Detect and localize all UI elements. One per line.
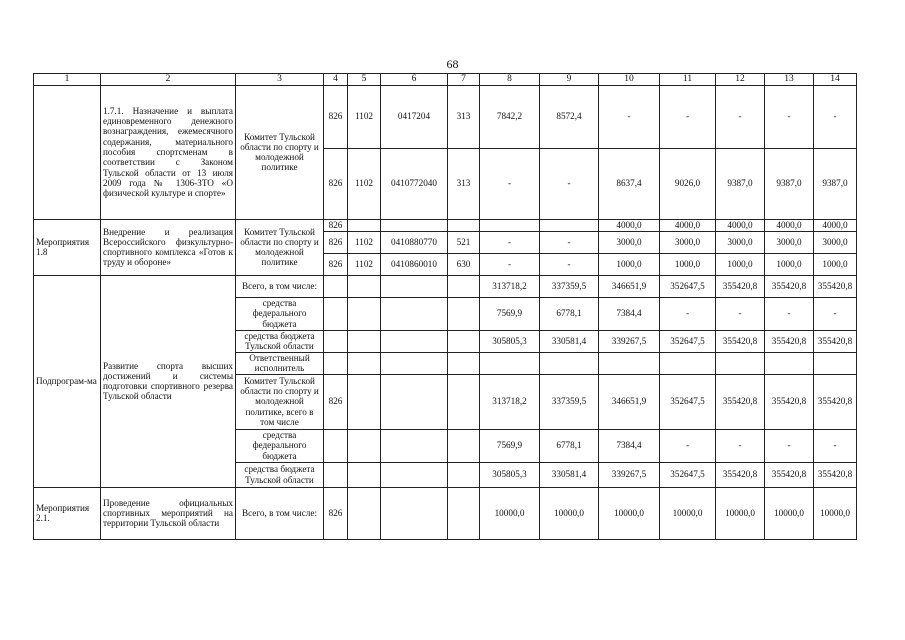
event-description: Внедрение и реализация Всероссийского физкультурно-спортивного комплекса «Готов к труду и обороне» bbox=[101, 219, 236, 275]
value-cell: 9387,0 bbox=[765, 148, 814, 219]
value-cell: 10000,0 bbox=[765, 487, 814, 539]
value-cell bbox=[448, 374, 480, 429]
value-cell bbox=[716, 352, 765, 374]
value-cell: 8637,4 bbox=[599, 148, 660, 219]
value-cell: 10000,0 bbox=[660, 487, 716, 539]
value-cell: 1102 bbox=[348, 231, 381, 253]
value-cell: 4000,0 bbox=[814, 219, 857, 231]
row-label bbox=[34, 85, 101, 219]
value-cell: - bbox=[540, 231, 599, 253]
value-cell: - bbox=[480, 231, 540, 253]
value-cell: - bbox=[599, 85, 660, 148]
value-cell bbox=[660, 352, 716, 374]
value-cell: 355420,8 bbox=[814, 330, 857, 352]
value-cell: 521 bbox=[448, 231, 480, 253]
value-cell: 826 bbox=[324, 231, 348, 253]
value-cell: 355420,8 bbox=[814, 275, 857, 297]
column-header: 2 bbox=[101, 74, 236, 86]
value-cell: 630 bbox=[448, 253, 480, 275]
value-cell: 355420,8 bbox=[765, 275, 814, 297]
value-cell: 1000,0 bbox=[660, 253, 716, 275]
value-cell bbox=[381, 429, 448, 462]
value-cell: 7384,4 bbox=[599, 429, 660, 462]
value-cell: 355420,8 bbox=[814, 374, 857, 429]
budget-table bbox=[33, 73, 857, 540]
value-cell bbox=[448, 275, 480, 297]
value-cell: 313 bbox=[448, 148, 480, 219]
value-cell: - bbox=[716, 297, 765, 330]
value-cell: 305805,3 bbox=[480, 462, 540, 487]
value-cell: 352647,5 bbox=[660, 330, 716, 352]
value-cell bbox=[448, 429, 480, 462]
value-cell: 355420,8 bbox=[716, 330, 765, 352]
value-cell bbox=[381, 219, 448, 231]
column-header: 3 bbox=[236, 74, 324, 86]
value-cell: 1102 bbox=[348, 85, 381, 148]
value-cell: 3000,0 bbox=[814, 231, 857, 253]
value-cell bbox=[381, 374, 448, 429]
value-cell: 3000,0 bbox=[660, 231, 716, 253]
value-cell: - bbox=[660, 85, 716, 148]
value-cell: 355420,8 bbox=[716, 462, 765, 487]
value-cell: - bbox=[480, 253, 540, 275]
value-cell bbox=[348, 275, 381, 297]
value-cell: 7569,9 bbox=[480, 429, 540, 462]
event-description: Проведение официальных спортивных мероприятий на территории Тульской области bbox=[101, 487, 236, 539]
value-cell: 1000,0 bbox=[814, 253, 857, 275]
value-cell: 9387,0 bbox=[814, 148, 857, 219]
value-cell: 330581,4 bbox=[540, 462, 599, 487]
value-cell: 4000,0 bbox=[660, 219, 716, 231]
subprogram-description: Развитие спорта высших достижений и системы подготовки спортивного резерва Тульской области bbox=[101, 275, 236, 487]
value-cell bbox=[348, 374, 381, 429]
value-cell: 4000,0 bbox=[599, 219, 660, 231]
code-cell bbox=[324, 462, 348, 487]
value-cell: 337359,5 bbox=[540, 374, 599, 429]
value-cell: - bbox=[716, 429, 765, 462]
value-cell: 4000,0 bbox=[765, 219, 814, 231]
value-cell: 346651,9 bbox=[599, 275, 660, 297]
value-cell bbox=[348, 487, 381, 539]
table-row bbox=[34, 275, 857, 297]
column-header: 13 bbox=[765, 74, 814, 86]
column-header: 1 bbox=[34, 74, 101, 86]
funding-source-label: средства бюджета Тульской области bbox=[236, 330, 324, 352]
column-header: 8 bbox=[480, 74, 540, 86]
value-cell: 355420,8 bbox=[765, 330, 814, 352]
value-cell: - bbox=[716, 85, 765, 148]
value-cell: 0410860010 bbox=[381, 253, 448, 275]
value-cell: 0410880770 bbox=[381, 231, 448, 253]
column-header-row bbox=[34, 74, 857, 86]
value-cell: 1102 bbox=[348, 148, 381, 219]
value-cell: 305805,3 bbox=[480, 330, 540, 352]
value-cell bbox=[448, 487, 480, 539]
value-cell: 0417204 bbox=[381, 85, 448, 148]
value-cell: 6778,1 bbox=[540, 297, 599, 330]
value-cell bbox=[381, 330, 448, 352]
value-cell: 7842,2 bbox=[480, 85, 540, 148]
value-cell: - bbox=[480, 148, 540, 219]
value-cell: 1000,0 bbox=[716, 253, 765, 275]
value-cell: - bbox=[765, 85, 814, 148]
value-cell bbox=[381, 275, 448, 297]
code-cell bbox=[324, 352, 348, 374]
value-cell: - bbox=[540, 253, 599, 275]
executor: Всего, в том числе: bbox=[236, 487, 324, 539]
value-cell: 826 bbox=[324, 219, 348, 231]
funding-source-label: средства федерального бюджета bbox=[236, 297, 324, 330]
table-row bbox=[34, 219, 857, 231]
executor: Комитет Тульской области по спорту и молодежной политике bbox=[236, 85, 324, 219]
value-cell bbox=[540, 352, 599, 374]
code-cell: 826 bbox=[324, 487, 348, 539]
value-cell bbox=[381, 352, 448, 374]
value-cell bbox=[448, 330, 480, 352]
value-cell: 355420,8 bbox=[814, 462, 857, 487]
value-cell: 3000,0 bbox=[599, 231, 660, 253]
code-cell: 826 bbox=[324, 374, 348, 429]
value-cell bbox=[348, 330, 381, 352]
value-cell: 826 bbox=[324, 148, 348, 219]
value-cell bbox=[448, 219, 480, 231]
value-cell bbox=[348, 219, 381, 231]
value-cell: 346651,9 bbox=[599, 374, 660, 429]
funding-source-label: Ответственный исполнитель bbox=[236, 352, 324, 374]
column-header: 6 bbox=[381, 74, 448, 86]
value-cell: 352647,5 bbox=[660, 462, 716, 487]
value-cell bbox=[480, 352, 540, 374]
value-cell: - bbox=[765, 429, 814, 462]
column-header: 10 bbox=[599, 74, 660, 86]
value-cell: - bbox=[765, 297, 814, 330]
value-cell: 339267,5 bbox=[599, 462, 660, 487]
page-number: 68 bbox=[446, 57, 459, 71]
value-cell: 355420,8 bbox=[765, 462, 814, 487]
value-cell: 826 bbox=[324, 85, 348, 148]
table-body bbox=[34, 74, 857, 540]
code-cell bbox=[324, 275, 348, 297]
value-cell: 1000,0 bbox=[765, 253, 814, 275]
value-cell bbox=[381, 462, 448, 487]
value-cell: - bbox=[660, 297, 716, 330]
value-cell bbox=[480, 219, 540, 231]
value-cell: 313718,2 bbox=[480, 275, 540, 297]
value-cell: - bbox=[540, 148, 599, 219]
value-cell: 355420,8 bbox=[765, 374, 814, 429]
value-cell bbox=[448, 352, 480, 374]
value-cell: 9026,0 bbox=[660, 148, 716, 219]
value-cell bbox=[381, 297, 448, 330]
table-row bbox=[34, 487, 857, 539]
column-header: 7 bbox=[448, 74, 480, 86]
value-cell: - bbox=[814, 297, 857, 330]
funding-source-label: Комитет Тульской области по спорту и молодежной политике, всего в том числе bbox=[236, 374, 324, 429]
value-cell: 10000,0 bbox=[599, 487, 660, 539]
value-cell bbox=[448, 462, 480, 487]
value-cell: - bbox=[814, 85, 857, 148]
code-cell bbox=[324, 429, 348, 462]
value-cell: - bbox=[814, 429, 857, 462]
row-description: 1.7.1. Назначение и выплата единовременного денежного вознаграждения, ежемесячного содержания, материального пособия спортсменам в соответствии с Законом Тульской области от 13 июля 2009 года № 1306-ЗТО «О физической культуре и спорте» bbox=[101, 85, 236, 219]
value-cell: 1000,0 bbox=[599, 253, 660, 275]
code-cell bbox=[324, 330, 348, 352]
value-cell: 6778,1 bbox=[540, 429, 599, 462]
column-header: 14 bbox=[814, 74, 857, 86]
value-cell bbox=[448, 297, 480, 330]
value-cell: 10000,0 bbox=[540, 487, 599, 539]
value-cell: 1102 bbox=[348, 253, 381, 275]
value-cell: 330581,4 bbox=[540, 330, 599, 352]
value-cell bbox=[814, 352, 857, 374]
value-cell bbox=[381, 487, 448, 539]
value-cell: 337359,5 bbox=[540, 275, 599, 297]
value-cell bbox=[599, 352, 660, 374]
funding-source-label: средства федерального бюджета bbox=[236, 429, 324, 462]
value-cell: - bbox=[660, 429, 716, 462]
value-cell bbox=[765, 352, 814, 374]
value-cell: 10000,0 bbox=[814, 487, 857, 539]
table-row bbox=[34, 85, 857, 148]
subprogram-label: Подпрограм-ма bbox=[34, 275, 101, 487]
code-cell bbox=[324, 297, 348, 330]
value-cell: 313 bbox=[448, 85, 480, 148]
value-cell: 7569,9 bbox=[480, 297, 540, 330]
value-cell: 3000,0 bbox=[716, 231, 765, 253]
value-cell: 4000,0 bbox=[716, 219, 765, 231]
event-label: Мероприятия 2.1. bbox=[34, 487, 101, 539]
funding-source-label: Всего, в том числе: bbox=[236, 275, 324, 297]
column-header: 11 bbox=[660, 74, 716, 86]
value-cell: 10000,0 bbox=[480, 487, 540, 539]
value-cell bbox=[348, 352, 381, 374]
value-cell: 352647,5 bbox=[660, 275, 716, 297]
value-cell: 339267,5 bbox=[599, 330, 660, 352]
value-cell bbox=[540, 219, 599, 231]
event-label: Мероприятия 1.8 bbox=[34, 219, 101, 275]
value-cell: 9387,0 bbox=[716, 148, 765, 219]
value-cell: 8572,4 bbox=[540, 85, 599, 148]
column-header: 4 bbox=[324, 74, 348, 86]
value-cell bbox=[348, 297, 381, 330]
value-cell: 10000,0 bbox=[716, 487, 765, 539]
value-cell: 3000,0 bbox=[765, 231, 814, 253]
value-cell: 0410772040 bbox=[381, 148, 448, 219]
value-cell: 7384,4 bbox=[599, 297, 660, 330]
column-header: 12 bbox=[716, 74, 765, 86]
value-cell: 355420,8 bbox=[716, 275, 765, 297]
value-cell: 313718,2 bbox=[480, 374, 540, 429]
value-cell: 352647,5 bbox=[660, 374, 716, 429]
executor: Комитет Тульской области по спорту и молодежной политике bbox=[236, 219, 324, 275]
value-cell: 826 bbox=[324, 253, 348, 275]
value-cell bbox=[348, 429, 381, 462]
value-cell bbox=[348, 462, 381, 487]
value-cell: 355420,8 bbox=[716, 374, 765, 429]
column-header: 9 bbox=[540, 74, 599, 86]
column-header: 5 bbox=[348, 74, 381, 86]
funding-source-label: средства бюджета Тульской области bbox=[236, 462, 324, 487]
